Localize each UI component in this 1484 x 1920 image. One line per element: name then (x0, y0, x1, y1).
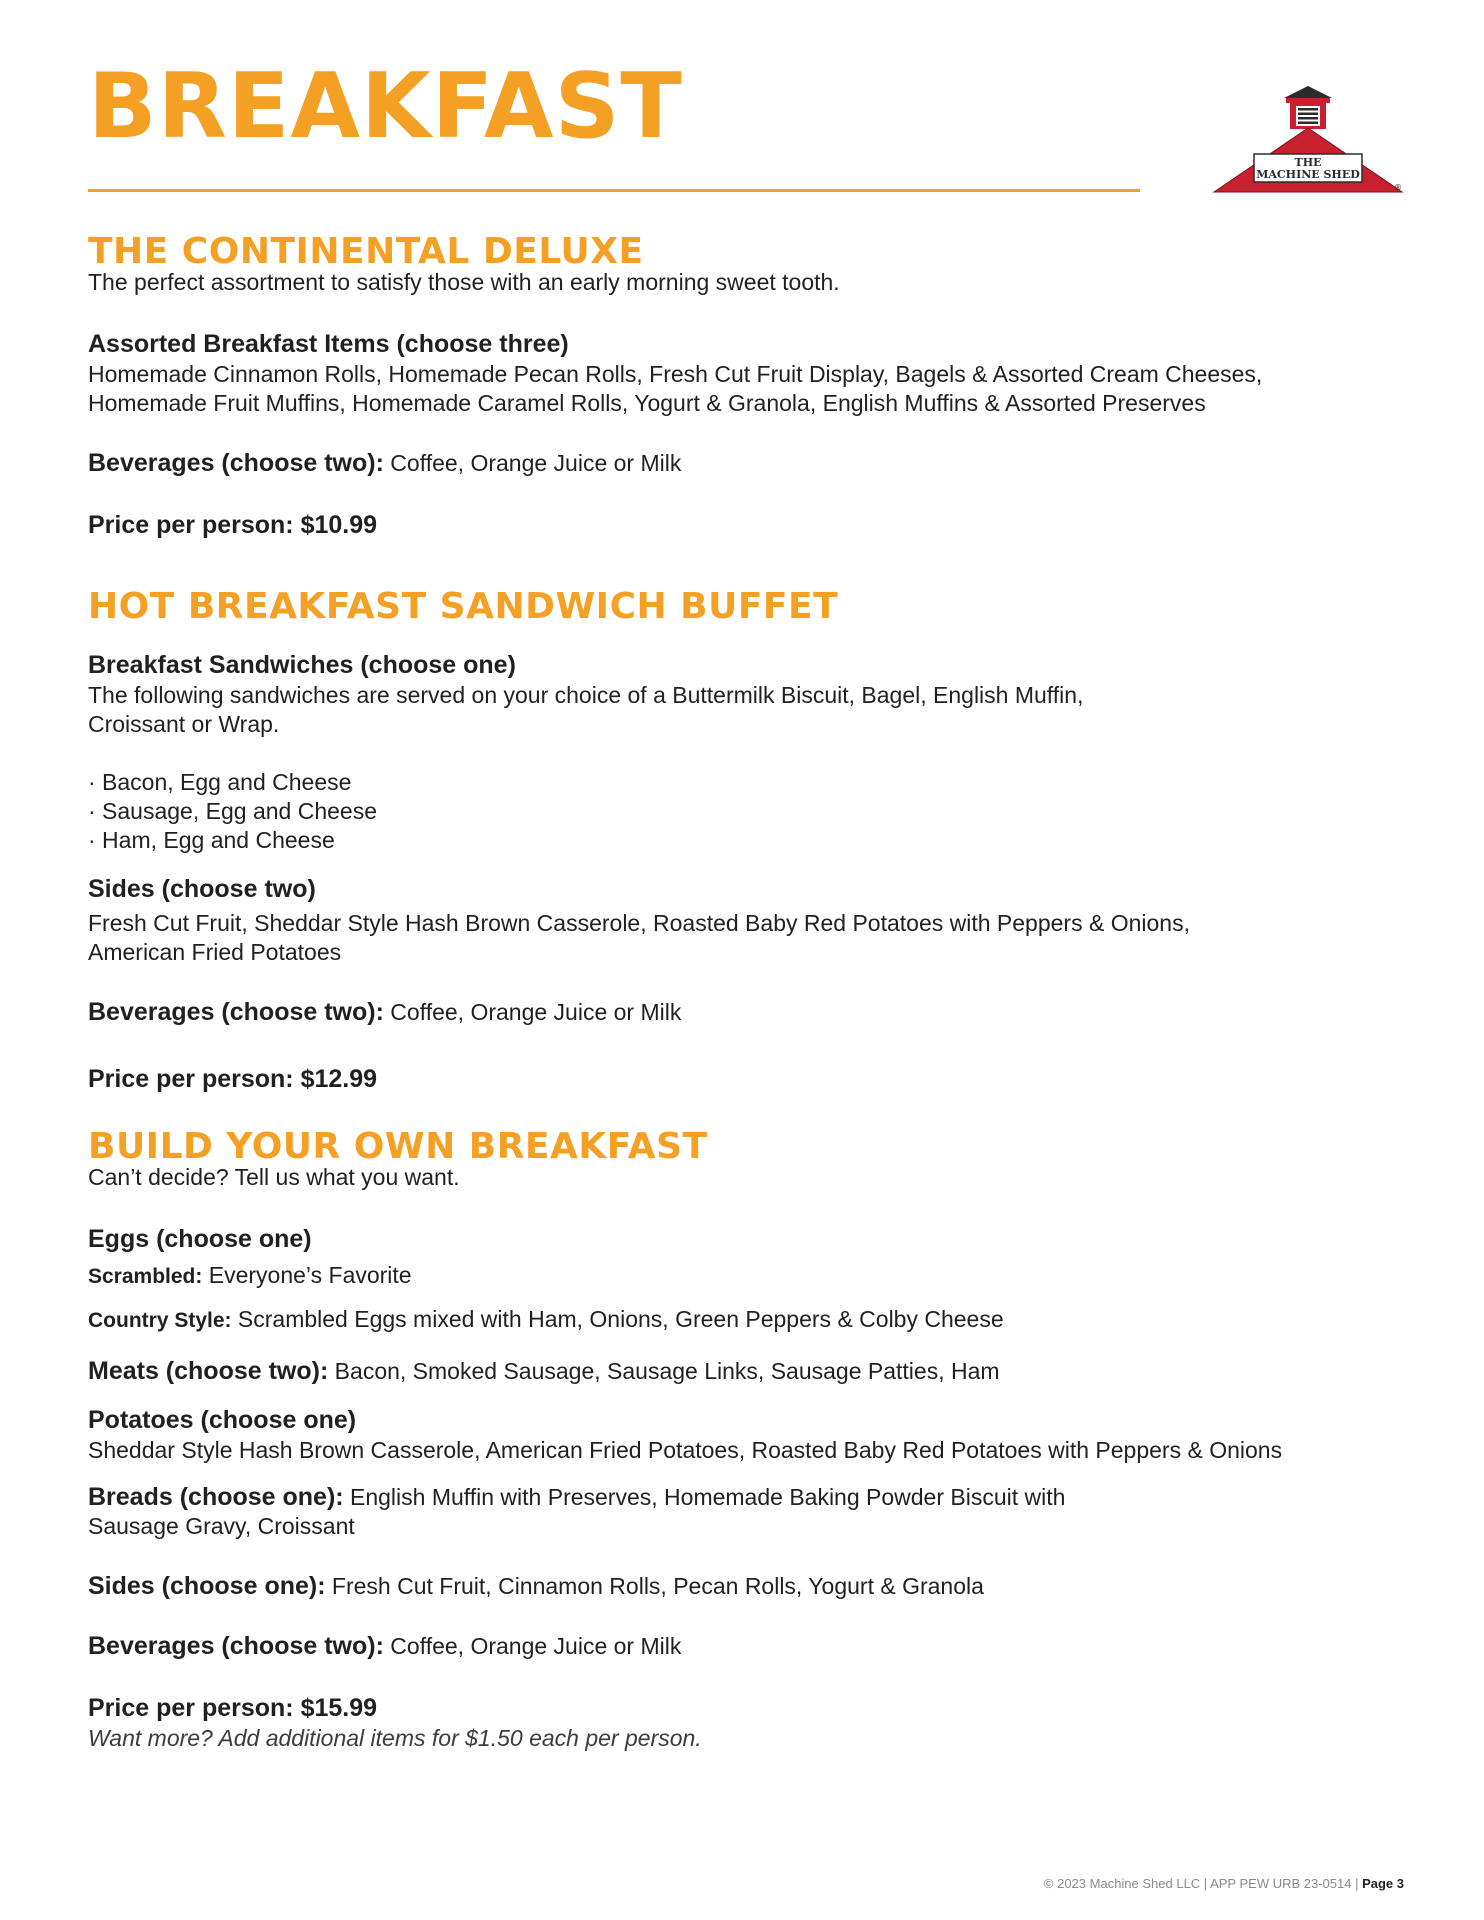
eggs-label: Eggs (choose one) (88, 1225, 312, 1253)
page-number: Page 3 (1362, 1876, 1404, 1891)
sandwich-buffet-section (88, 585, 1418, 1095)
beverages-label: Beverages (choose two): (88, 1632, 384, 1660)
logo-text-line2: MACHINE SHED (1256, 168, 1360, 181)
sandwiches-label: Breakfast Sandwiches (choose one) (88, 651, 516, 679)
build-beverages (88, 1632, 1418, 1661)
page-footer (1044, 1876, 1404, 1891)
title-divider (88, 189, 1140, 192)
beverages-text: Coffee, Orange Juice or Milk (383, 999, 682, 1025)
country-style-text: Scrambled Eggs mixed with Ham, Onions, Green Peppers & Colby Cheese (231, 1306, 1004, 1332)
sandwich-buffet-heading: HOT BREAKFAST SANDWICH BUFFET (88, 586, 839, 627)
continental-items-line2: Homemade Fruit Muffins, Homemade Caramel Rolls, Yogurt & Granola, English Muffins & Assorted Preserves (88, 390, 1206, 416)
build-your-own-tagline: Can’t decide? Tell us what you want. (88, 1164, 460, 1190)
build-your-own-heading: BUILD YOUR OWN BREAKFAST (88, 1126, 708, 1167)
potatoes-text: Sheddar Style Hash Brown Casserole, American Fried Potatoes, Roasted Baby Red Potatoes with Peppers & Onions (88, 1437, 1283, 1463)
breads-label: Breads (choose one): (88, 1483, 344, 1511)
country-style-label: Country Style: (88, 1309, 232, 1332)
menu-content (88, 230, 1418, 1753)
buffet-sides-line2: American Fried Potatoes (88, 939, 342, 965)
build-sides-text: Fresh Cut Fruit, Cinnamon Rolls, Pecan Rolls, Yogurt & Granola (325, 1573, 984, 1599)
potatoes-label: Potatoes (choose one) (88, 1406, 357, 1434)
beverages-label: Beverages (choose two): (88, 449, 384, 477)
buffet-sides-line1: Fresh Cut Fruit, Sheddar Style Hash Brown Casserole, Roasted Baby Red Potatoes with Peppers & Onions, (88, 910, 1190, 936)
sandwiches-line1: The following sandwiches are served on your choice of a Buttermilk Biscuit, Bagel, English Muffin, (88, 682, 1084, 708)
build-your-own-section (88, 1125, 1418, 1753)
breads-text: English Muffin with Preserves, Homemade Baking Powder Biscuit with (343, 1484, 1066, 1510)
continental-items-label: Assorted Breakfast Items (choose three) (88, 330, 569, 358)
continental-tagline: The perfect assortment to satisfy those with an early morning sweet tooth. (88, 269, 840, 295)
beverages-text: Coffee, Orange Juice or Milk (383, 1633, 682, 1659)
buffet-beverages (88, 998, 1418, 1027)
eggs-country-style (88, 1305, 1418, 1335)
meats-line (88, 1357, 1418, 1386)
breads-line (88, 1483, 1418, 1512)
meats-label: Meats (choose two): (88, 1357, 329, 1385)
beverages-text: Coffee, Orange Juice or Milk (383, 450, 682, 476)
build-sides-label: Sides (choose one): (88, 1572, 326, 1600)
sandwich-option: · Ham, Egg and Cheese (88, 827, 335, 853)
beverages-label: Beverages (choose two): (88, 998, 384, 1026)
sandwich-option: · Bacon, Egg and Cheese (88, 769, 352, 795)
continental-beverages (88, 449, 1418, 478)
meats-text: Bacon, Smoked Sausage, Sausage Links, Sausage Patties, Ham (328, 1358, 1000, 1384)
buffet-price: Price per person: $12.99 (88, 1065, 378, 1093)
scrambled-text: Everyone’s Favorite (202, 1262, 412, 1288)
add-items-note: Want more? Add additional items for $1.50 each per person. (88, 1725, 702, 1751)
sandwich-option: · Sausage, Egg and Cheese (88, 798, 377, 824)
build-sides-line (88, 1572, 1418, 1601)
buffet-sides-label: Sides (choose two) (88, 875, 316, 903)
copyright-text: © 2023 Machine Shed LLC | APP PEW URB 23-0514 | (1043, 1876, 1363, 1891)
logo-registered-mark: ® (1394, 183, 1402, 192)
machine-shed-logo (1212, 86, 1404, 196)
page-title: BREAKFAST (88, 54, 683, 159)
sandwiches-line2: Croissant or Wrap. (88, 711, 280, 737)
continental-items-line1: Homemade Cinnamon Rolls, Homemade Pecan Rolls, Fresh Cut Fruit Display, Bagels & Assorted Cream Cheeses, (88, 361, 1263, 387)
continental-price: Price per person: $10.99 (88, 511, 378, 539)
logo-text-line1: THE (1294, 156, 1322, 169)
continental-deluxe-section (88, 230, 1418, 541)
build-price: Price per person: $15.99 (88, 1694, 378, 1722)
eggs-scrambled (88, 1261, 1418, 1291)
breads-line2: Sausage Gravy, Croissant (88, 1513, 355, 1539)
scrambled-label: Scrambled: (88, 1265, 203, 1288)
continental-heading: THE CONTINENTAL DELUXE (88, 231, 644, 272)
